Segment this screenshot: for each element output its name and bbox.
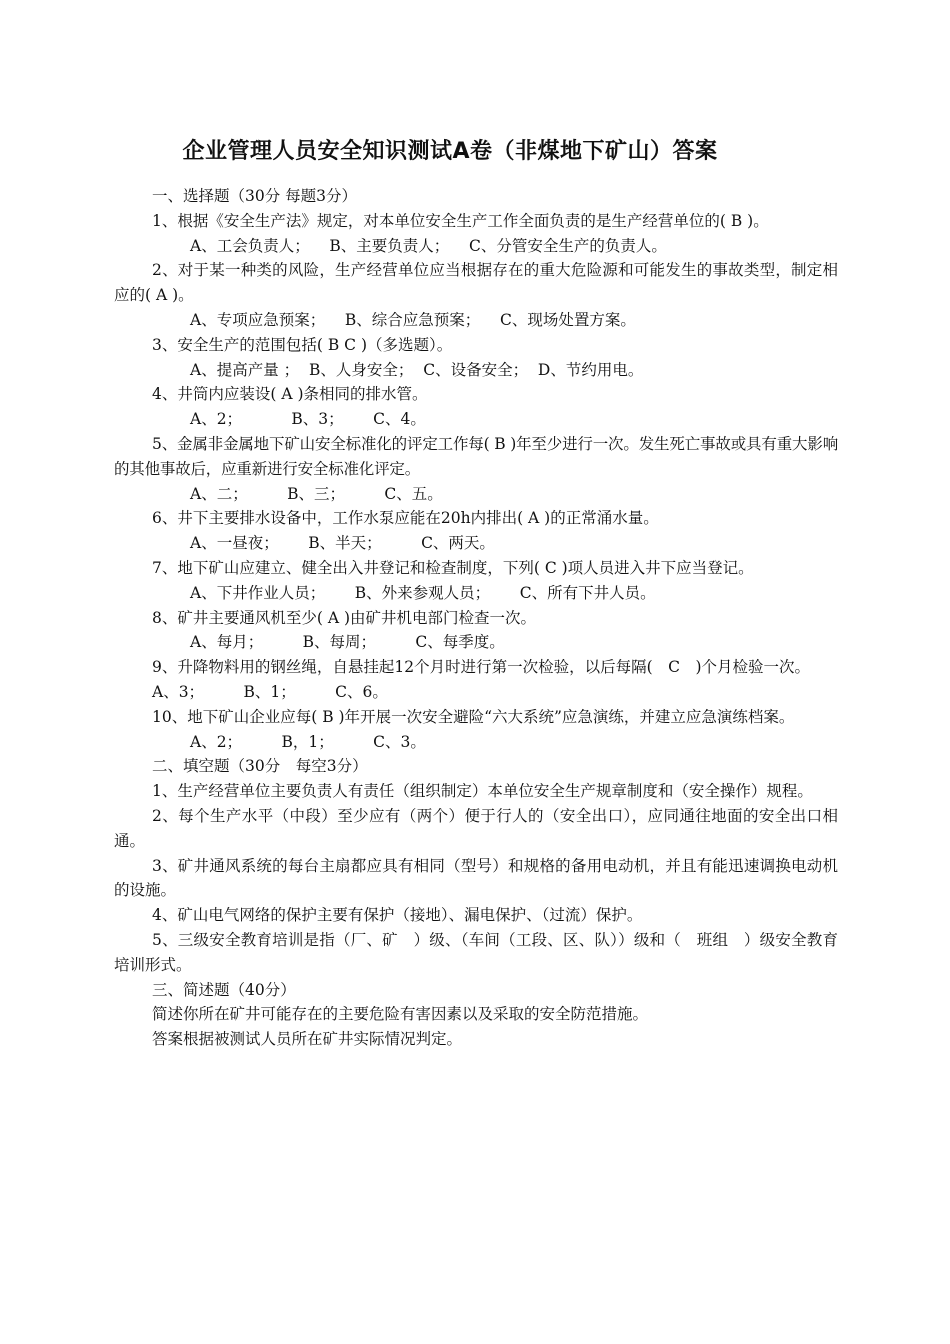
question-2-options: A、专项应急预案； B、综合应急预案； C、现场处置方案。 — [190, 310, 636, 329]
question-1-options: A、工会负责人； B、主要负责人； C、分管安全生产的负责人。 — [190, 236, 667, 255]
section-heading-short: 三、简述题（40分） — [152, 980, 296, 999]
question-5: 5、金属非金属地下矿山安全标准化的评定工作每( B )年至少进行一次。发生死亡事故或具有重大影响的其他事故后，应重新进行安全标准化评定。 — [114, 434, 838, 478]
question-5-options: A、二； B、三； C、五。 — [190, 484, 443, 503]
question-4-options: A、2； B、3； C、4。 — [190, 410, 426, 429]
fill-item-3: 3、矿井通风系统的每台主扇都应具有相同（型号）和规格的备用电动机，并且有能迅速调换电动机的设施。 — [114, 856, 838, 900]
question-6-options: A、一昼夜； B、半天； C、两天。 — [190, 534, 495, 553]
question-2: 2、对于某一种类的风险，生产经营单位应当根据存在的重大危险源和可能发生的事故类型，制定相应的( A )。 — [114, 261, 838, 305]
question-7-options: A、下井作业人员； B、外来参观人员； C、所有下井人员。 — [190, 583, 656, 602]
page-title: 企业管理人员安全知识测试A卷（非煤地下矿山）答案 — [182, 139, 718, 164]
document-body — [114, 184, 838, 1052]
question-6: 6、井下主要排水设备中，工作水泵应能在20h内排出( A )的正常涌水量。 — [152, 509, 659, 528]
question-8-options: A、每月； B、每周； C、每季度。 — [190, 633, 505, 652]
fill-item-5: 5、三级安全教育培训是指（厂、矿 ）级、（车间（工段、区、队））级和（ 班组 ）级安全教育培训形式。 — [114, 930, 838, 974]
fill-item-1: 1、生产经营单位主要负责人有责任（组织制定）本单位安全生产规章制度和（安全操作）规程。 — [152, 782, 813, 801]
question-7: 7、地下矿山应建立、健全出入井登记和检查制度，下列( C )项人员进入井下应当登记。 — [152, 558, 754, 577]
question-4: 4、井筒内应装设( A )条相同的排水管。 — [152, 385, 428, 404]
question-3: 3、安全生产的范围包括( B C )（多选题）。 — [152, 335, 453, 354]
question-9-options: A、3； B、1； C、6。 — [152, 682, 388, 701]
question-3-options: A、提高产量 ； B、人身安全； C、设备安全； D、节约用电。 — [190, 360, 644, 379]
section-heading-fill: 二、填空题（30分 每空3分） — [152, 757, 368, 776]
section-heading-choice: 一、选择题（30分 每题3分） — [152, 187, 358, 205]
short-answer: 答案根据被测试人员所在矿井实际情况判定。 — [152, 1030, 463, 1049]
short-question: 简述你所在矿井可能存在的主要危险有害因素以及采取的安全防范措施。 — [152, 1005, 649, 1024]
question-8: 8、矿井主要通风机至少( A )由矿井机电部门检查一次。 — [152, 608, 537, 627]
fill-item-4: 4、矿山电气网络的保护主要有保护（接地）、漏电保护、（过流）保护。 — [152, 906, 643, 925]
question-1: 1、根据《安全生产法》规定，对本单位安全生产工作全面负责的是生产经营单位的( B )。 — [152, 211, 769, 230]
question-10: 10、地下矿山企业应每( B )年开展一次安全避险“六大系统”应急演练，并建立应急演练档案。 — [152, 707, 795, 726]
fill-item-2: 2、每个生产水平（中段）至少应有（两个）便于行人的（安全出口），应同通往地面的安全出口相通。 — [114, 806, 838, 850]
question-9: 9、升降物料用的钢丝绳，自悬挂起12个月时进行第一次检验，以后每隔( C )个月检验一次。 — [152, 658, 811, 677]
question-10-options: A、2； B，1； C、3。 — [190, 732, 426, 751]
